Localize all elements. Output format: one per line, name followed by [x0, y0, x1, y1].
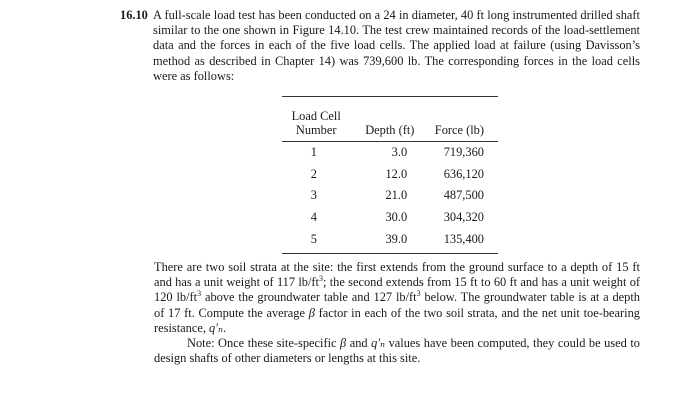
- problem-intro-text: A full-scale load test has been conducted on a 24 in diameter, 40 ft long instrumented drilled shaft similar to the one shown in Figure 14.10. The test crew maintained records of the load-settlement data and the forces in each of the five load cells. The applied load at failure (using Davisson’s method as described in Chapter 14) was 739,600 lb. The corresponding forces in the load cells were as follows:: [153, 8, 640, 83]
- cell-force: 135,400: [443, 231, 484, 246]
- cell-depth: 21.0: [385, 188, 408, 203]
- cell-force: 719,360: [443, 145, 484, 160]
- cell-depth: 12.0: [385, 166, 408, 181]
- soil-strata-paragraph: There are two soil strata at the site: the first extends from the ground surface to a depth of 15 ft and has a unit weight of 117 $lb/ft^3$; the second extends from 15 ft to 60 ft and has a unit weight of 120 $lb/ft^3$ above the groundwater table and 127 $lb/ft^3$ below. The groundwater table is at a depth of 17 ft. Compute the average β factor in each of the two soil strata, and the net unit toe-bearing resistance, q′ₙ.: [154, 260, 641, 335]
- problem-continuation: [154, 260, 640, 366]
- cell-number: 1: [310, 145, 317, 160]
- header-depth: Depth (ft): [365, 123, 415, 137]
- cell-number: 3: [310, 188, 317, 203]
- note-paragraph: Note: Once these site-specific β and q′ₙ values have been computed, they could be used to design shafts of other diameters or lengths at this site.: [154, 336, 640, 366]
- table-row: [282, 207, 498, 229]
- load-cell-data-table: [282, 97, 498, 137]
- table-row: [282, 142, 498, 164]
- table-row: [282, 164, 498, 186]
- cell-number: 5: [310, 231, 317, 246]
- table-row: [282, 185, 498, 207]
- problem-number: 16.10: [120, 8, 148, 22]
- header-force: Force (lb): [434, 123, 484, 137]
- table-row: [282, 228, 498, 250]
- cell-force: 304,320: [443, 210, 484, 225]
- cell-force: 487,500: [443, 188, 484, 203]
- cell-depth: 30.0: [385, 210, 408, 225]
- table-header-row: [282, 97, 498, 137]
- cell-force: 636,120: [443, 166, 484, 181]
- cell-depth: 39.0: [385, 231, 408, 246]
- cell-number: 4: [310, 210, 317, 225]
- load-cell-table: [282, 96, 498, 254]
- problem-statement: [120, 8, 640, 84]
- cell-number: 2: [310, 166, 317, 181]
- table-bottom-rule: [282, 253, 498, 254]
- cell-depth: 3.0: [391, 145, 408, 160]
- header-load-cell: Load Cell Number: [291, 109, 341, 137]
